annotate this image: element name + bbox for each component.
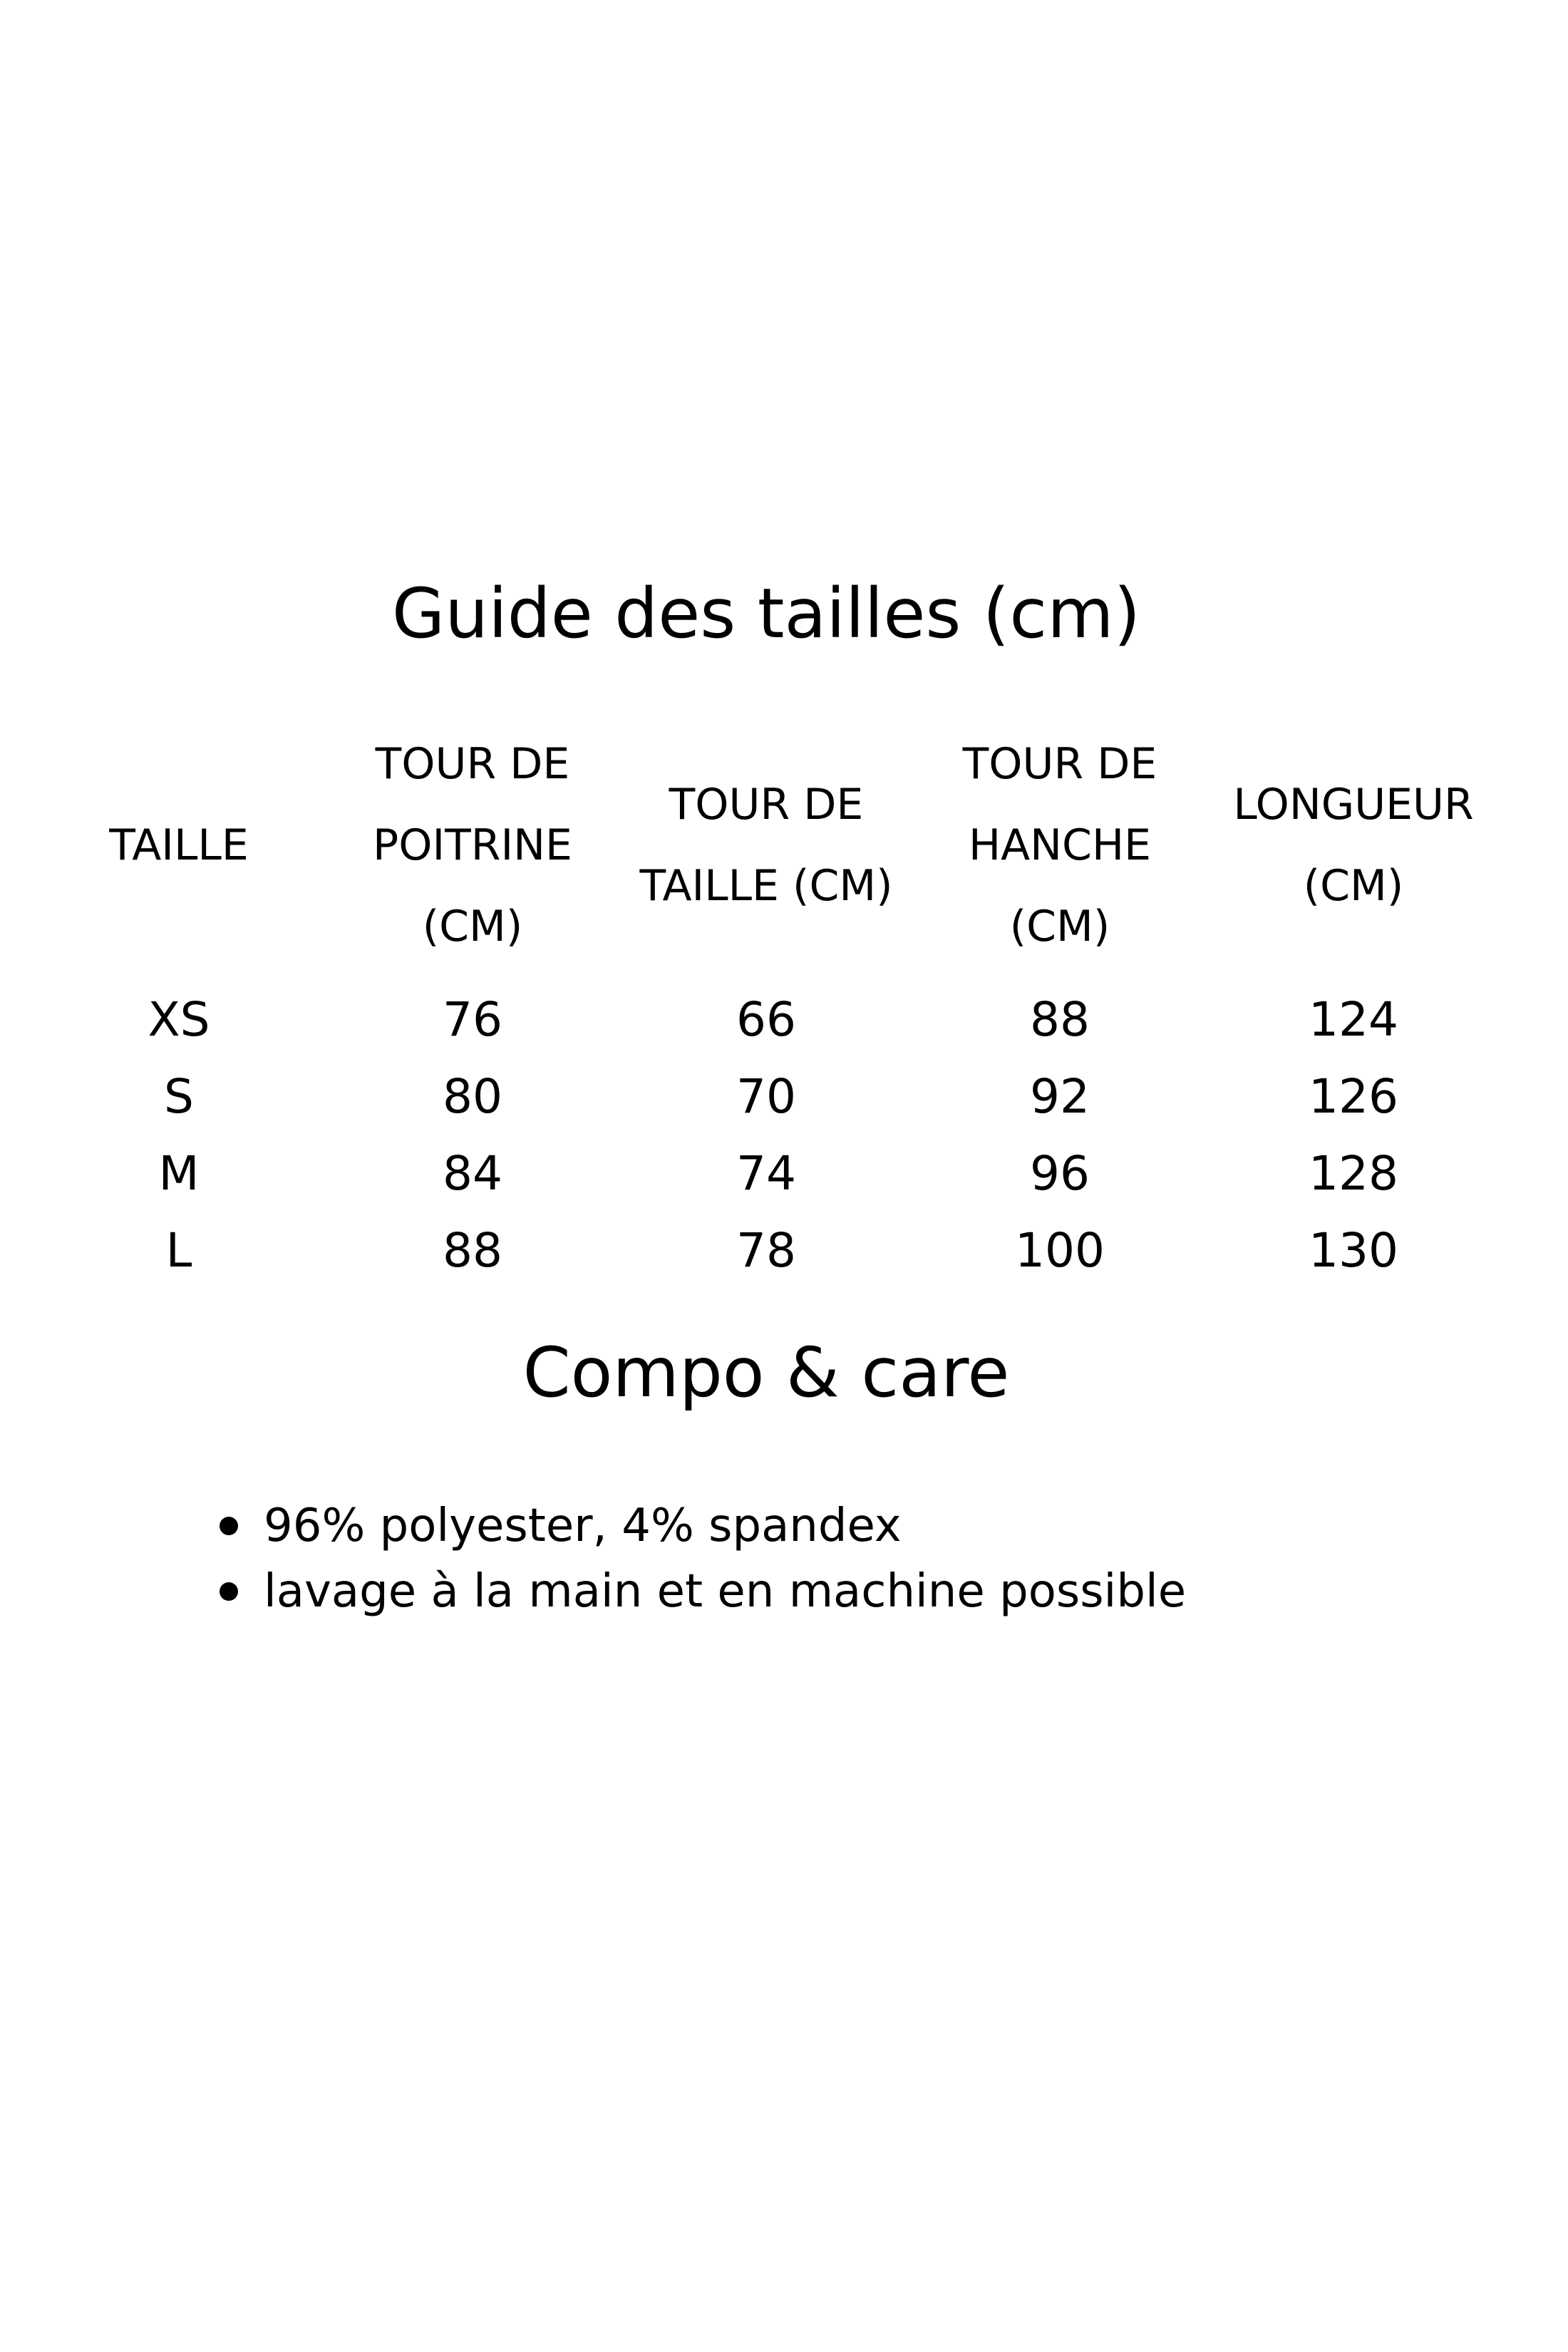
table-row: [32, 1212, 1500, 1289]
header-tour-de-hanche: [913, 723, 1207, 967]
bullet-dot-icon: [220, 1517, 238, 1535]
header-longueur-label: LONGUEUR (CM): [1233, 780, 1474, 911]
header-taille-label: TAILLE: [109, 820, 249, 870]
cell-longueur: 126: [1309, 1069, 1398, 1124]
list-item: [214, 1493, 1186, 1559]
compo-care-title: Compo & care: [522, 1333, 1010, 1413]
cell-hanche: 96: [1030, 1146, 1090, 1201]
cell-size: XS: [148, 992, 210, 1047]
table-header-row: [32, 723, 1500, 967]
care-list: [214, 1493, 1186, 1624]
cell-taille: 78: [736, 1223, 796, 1278]
header-tour-de-poitrine: [326, 723, 619, 967]
cell-longueur: 128: [1309, 1146, 1398, 1201]
cell-size: S: [164, 1069, 194, 1124]
cell-size: M: [158, 1146, 200, 1201]
table-row: [32, 1058, 1500, 1135]
cell-hanche: 92: [1030, 1069, 1090, 1124]
cell-longueur: 124: [1309, 992, 1398, 1047]
header-longueur: [1207, 723, 1500, 967]
header-taille: [32, 723, 326, 967]
cell-hanche: 88: [1030, 992, 1090, 1047]
care-item-composition: 96% polyester, 4% spandex: [264, 1500, 902, 1552]
table-row: [32, 1135, 1500, 1212]
cell-taille: 74: [736, 1146, 796, 1201]
bullet-dot-icon: [220, 1582, 238, 1601]
cell-poitrine: 88: [443, 1223, 502, 1278]
cell-poitrine: 76: [443, 992, 502, 1047]
cell-hanche: 100: [1015, 1223, 1105, 1278]
header-tour-de-taille: [619, 723, 913, 967]
size-guide-title: Guide des tailles (cm): [391, 574, 1141, 654]
table-row: [32, 981, 1500, 1058]
cell-longueur: 130: [1309, 1223, 1398, 1278]
cell-taille: 70: [736, 1069, 796, 1124]
cell-poitrine: 84: [443, 1146, 502, 1201]
list-item: [214, 1559, 1186, 1624]
cell-size: L: [165, 1223, 192, 1278]
care-item-washing: lavage à la main et en machine possible: [264, 1565, 1187, 1618]
header-tour-de-hanche-label: TOUR DE HANCHE (CM): [962, 739, 1157, 951]
header-tour-de-poitrine-label: TOUR DE POITRINE (CM): [373, 739, 572, 951]
header-tour-de-taille-label: TOUR DE TAILLE (CM): [639, 780, 893, 911]
cell-poitrine: 80: [443, 1069, 502, 1124]
size-table: [32, 723, 1500, 1289]
cell-taille: 66: [736, 992, 796, 1047]
